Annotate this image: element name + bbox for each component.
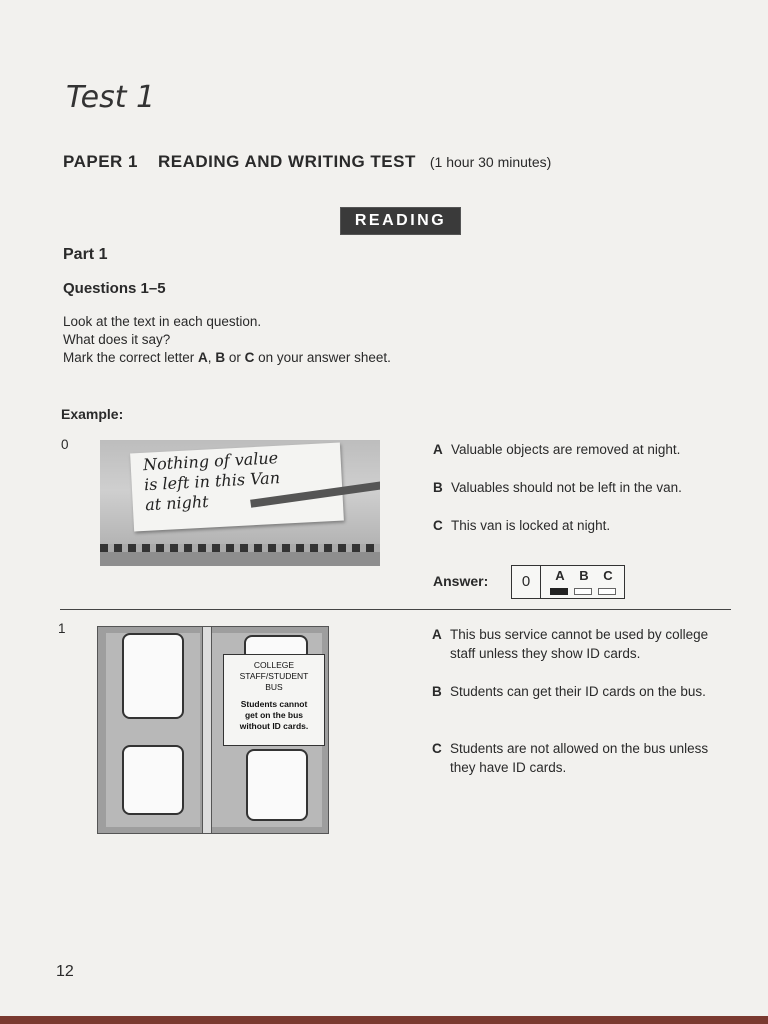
instruction-sep-2: or [225,350,245,365]
paper-duration: (1 hour 30 minutes) [429,154,552,170]
example-number: 0 [61,437,69,452]
example-label: Example: [61,406,124,422]
answer-mark-a[interactable] [550,588,568,595]
instruction-letter-b: B [215,350,226,365]
van-sign-photo [100,440,380,566]
option-text: Valuable objects are removed at night. [451,442,681,457]
instruction-pre: Mark the correct letter [63,350,199,365]
answer-letters [548,568,624,583]
notice-heading-2: STAFF/STUDENT [239,671,309,681]
option-letter: C [433,518,443,533]
answer-letter-b: B [579,568,589,583]
instruction-line-3 [63,350,391,365]
answer-letter-a: A [555,568,565,583]
answer-mark-b[interactable] [574,588,592,595]
test-title: Test 1 [66,80,156,115]
question1-option-a [432,625,732,663]
option-letter: C [432,741,442,756]
option-text: Students are not allowed on the bus unless they have ID cards. [450,741,709,775]
bus-window-top-left [122,633,184,719]
paper-title: READING AND WRITING TEST [158,152,416,171]
answer-letter-c: C [603,568,613,583]
example-option-a [433,440,680,459]
part-title: Part 1 [63,246,108,263]
bus-window-bottom-left [122,745,184,815]
bus-door-image [97,626,329,834]
bus-door-divider [202,627,212,833]
instruction-letter-c: C [244,350,255,365]
bus-window-bottom-right [246,749,308,821]
question1-option-b [432,682,732,701]
van-trim [100,544,380,552]
sign-line-1: Nothing of value [142,448,279,475]
notice-heading-3: BUS [265,682,283,692]
van-base [100,552,380,566]
notice-heading-1: COLLEGE [253,660,295,670]
answer-mark-c[interactable] [598,588,616,595]
option-letter: A [433,442,443,457]
notice-body-3: without ID cards. [239,721,309,731]
notice-body-1: Students cannot [240,699,308,709]
page-bottom-edge [0,1016,768,1024]
answer-label: Answer: [433,573,489,589]
instruction-sep-1: , [207,350,216,365]
option-text: Students can get their ID cards on the bus. [450,684,706,699]
example-option-c [433,516,610,535]
instruction-line-2: What does it say? [63,332,171,347]
option-letter: B [432,684,442,699]
instruction-line-1: Look at the text in each question. [63,314,262,329]
question-number: 1 [58,621,66,636]
answer-marks [550,588,626,594]
example-option-b [433,478,682,497]
section-divider [60,609,731,610]
sign-line-2: is left in this Van [143,468,281,495]
option-text: This bus service cannot be used by college staff unless they show ID cards. [450,627,709,661]
sign-line-3: at night [144,491,210,515]
answer-box [511,565,625,599]
instruction-post: on your answer sheet. [254,350,391,365]
answer-number: 0 [512,566,541,598]
option-letter: A [432,627,442,642]
paper-heading [63,152,551,172]
reading-section-badge: READING [340,207,461,235]
option-text: This van is locked at night. [451,518,611,533]
paper-number: PAPER 1 [63,152,138,171]
questions-range: Questions 1–5 [63,280,166,297]
bus-notice [223,654,325,746]
page-number: 12 [56,963,74,980]
option-text: Valuables should not be left in the van. [451,480,682,495]
instruction-letter-a: A [198,350,208,365]
question1-option-c [432,739,732,777]
sign-text [143,445,346,515]
option-letter: B [433,480,443,495]
notice-body-2: get on the bus [244,710,304,720]
